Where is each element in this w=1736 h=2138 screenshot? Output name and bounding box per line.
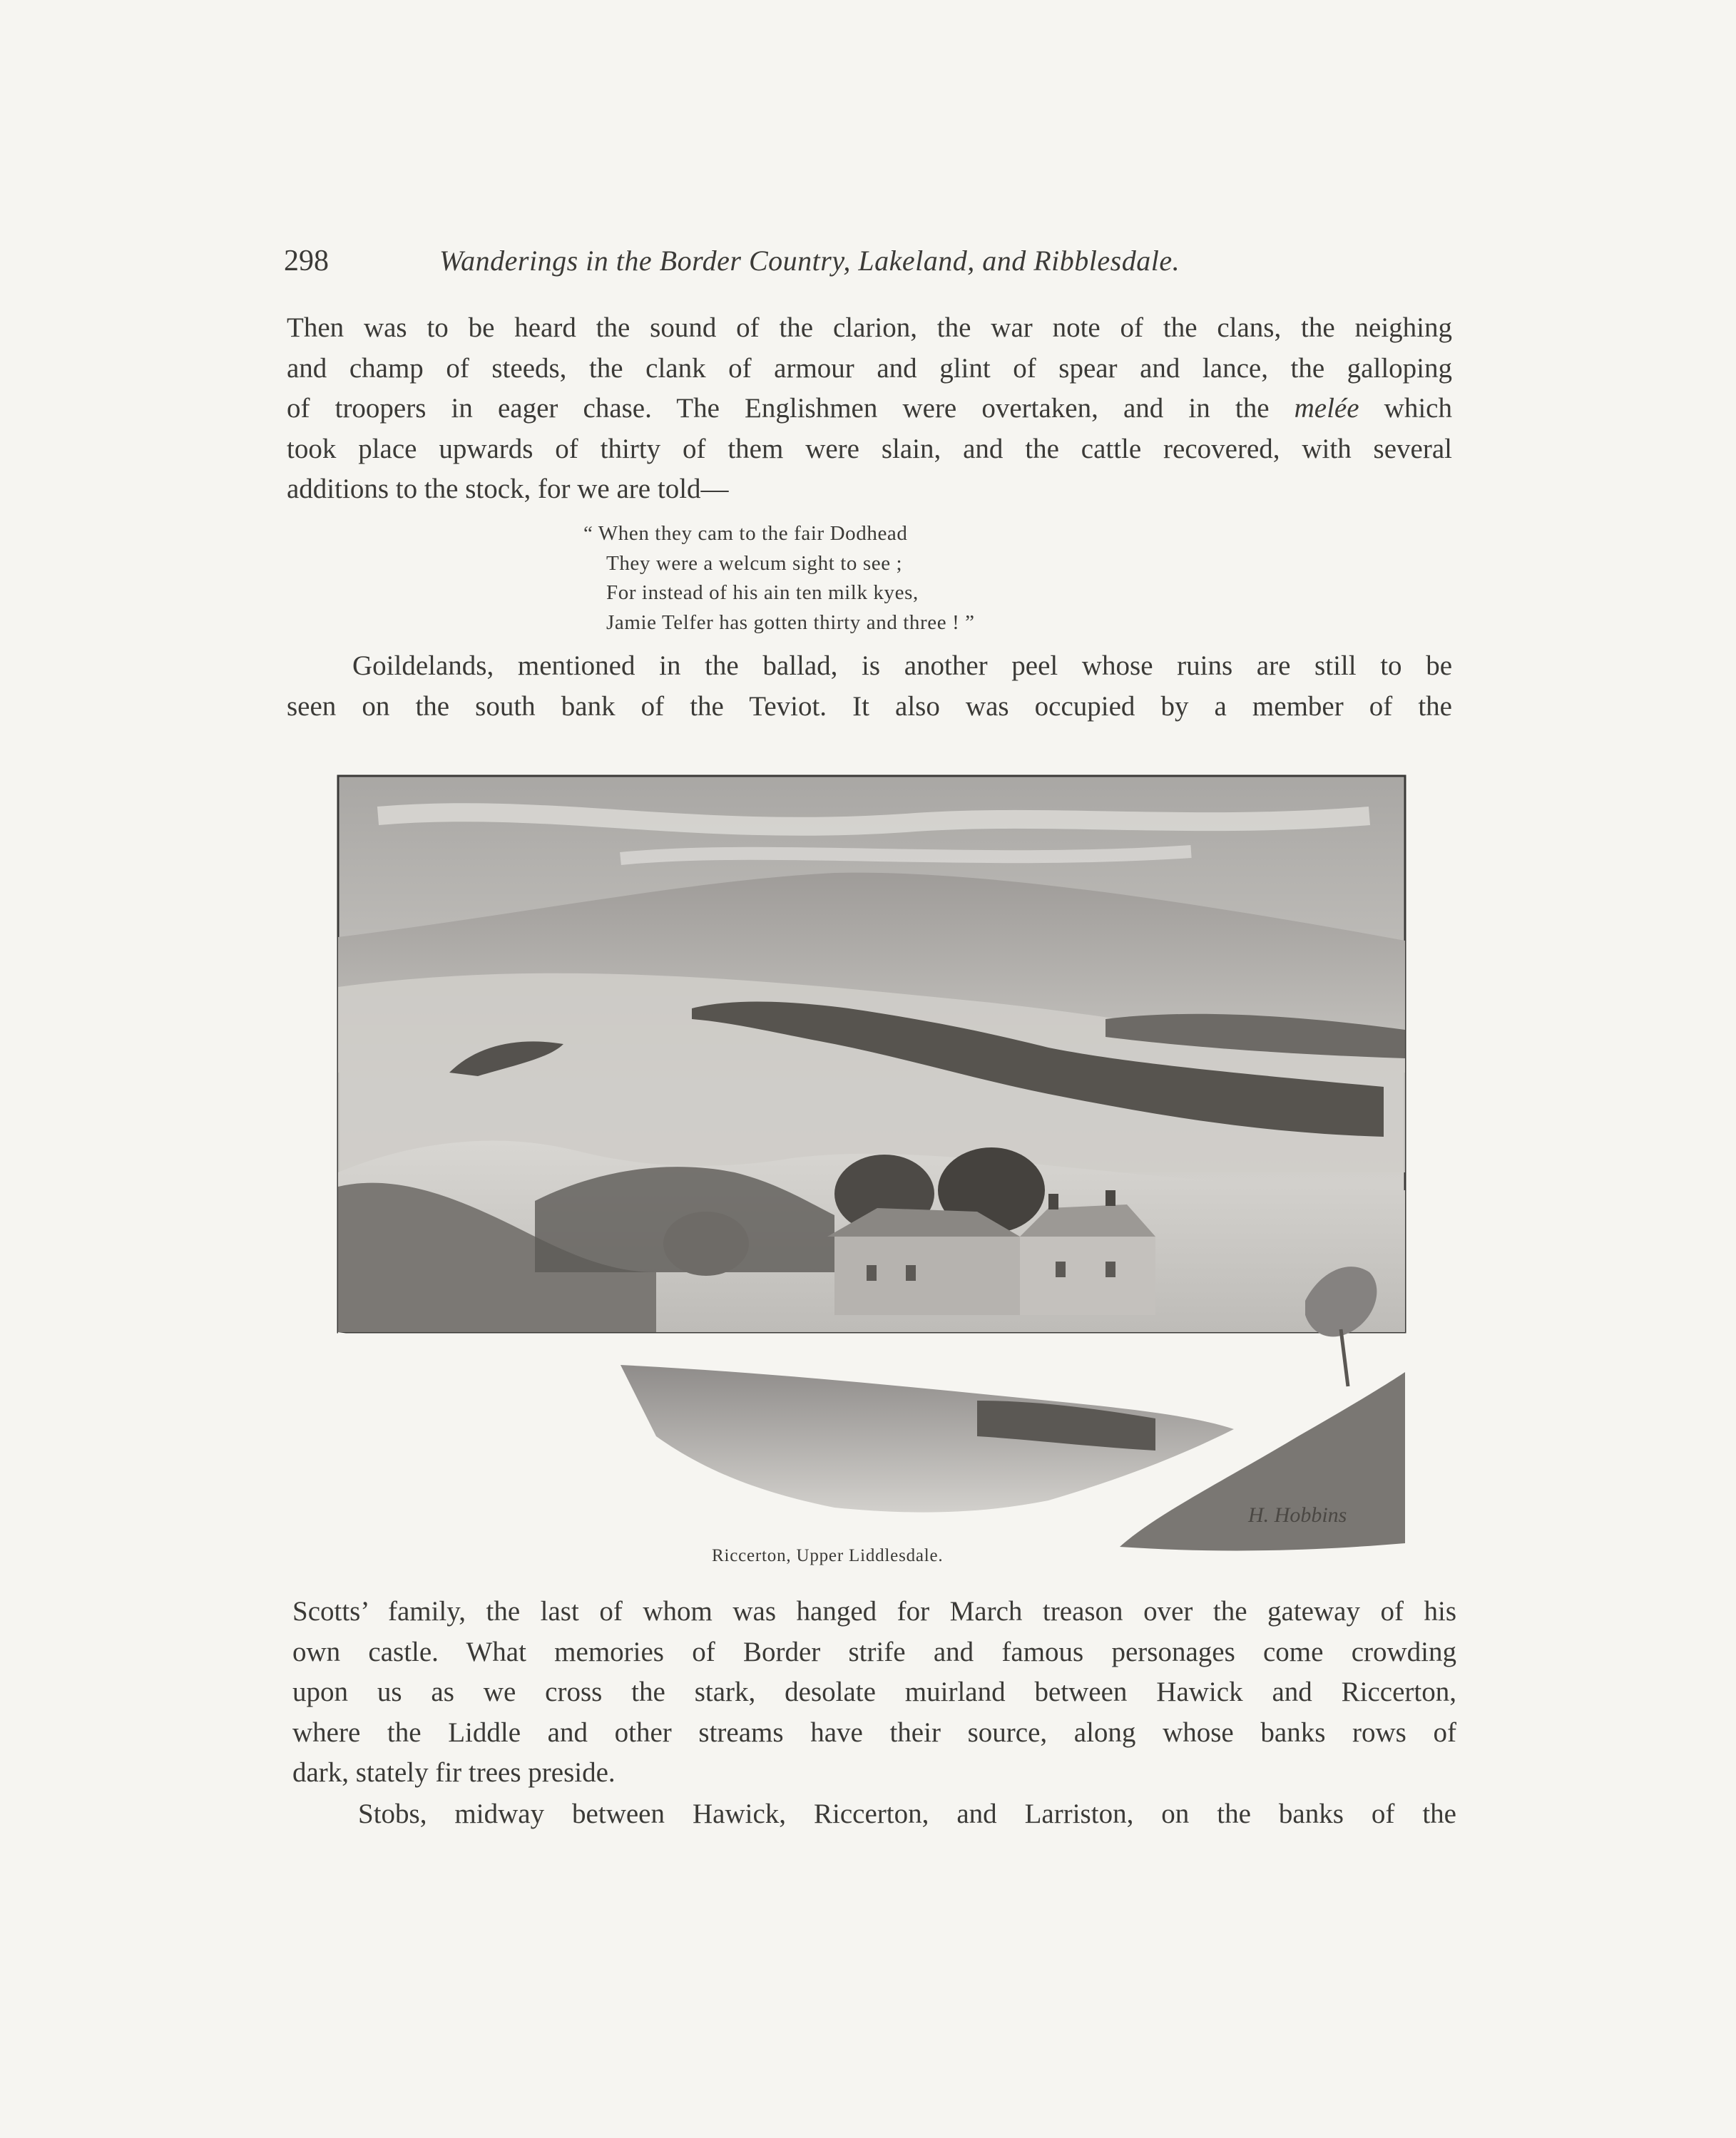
paragraph-1 (287, 308, 1452, 510)
line-text: which (1359, 393, 1452, 424)
riccerton-landscape-image (335, 773, 1408, 1565)
paragraph-line: own castle. What memories of Border strife and famous personages come crowding (292, 1636, 1456, 1667)
figure-caption: Riccerton, Upper Liddlesdale. (712, 1546, 944, 1565)
paragraph-line (287, 389, 1452, 429)
paragraph-line: upon us as we cross the stark, desolate muirland between Hawick and Riccerton, (292, 1677, 1456, 1707)
line-text: of troopers in eager chase. The Englishmen were overtaken, and in the (287, 393, 1295, 424)
paragraph-line: Stobs, midway between Hawick, Riccerton, and Larriston, on the banks of the (358, 1799, 1456, 1829)
page-number: 298 (284, 245, 329, 277)
paragraph-4 (292, 1794, 1456, 1835)
running-title: Wanderings in the Border Country, Lakeland, and Ribblesdale. (439, 245, 1180, 277)
verse-line: “ When they cam to the fair Dodhead (583, 522, 908, 545)
verse-line: Jamie Telfer has gotten thirty and three ! ” (606, 610, 975, 634)
paragraph-line: took place upwards of thirty of them were slain, and the cattle recovered, with several (287, 433, 1452, 464)
paragraph-line: where the Liddle and other streams have their source, along whose banks rows of (292, 1717, 1456, 1748)
paragraph-2 (287, 646, 1452, 727)
artist-signature: H. Hobbins (1248, 1503, 1347, 1527)
paragraph-line: Scotts’ family, the last of whom was hanged for March treason over the gateway of his (292, 1596, 1456, 1627)
verse-line: They were a welcum sight to see ; (606, 551, 903, 575)
landscape-illustration (335, 773, 1408, 1565)
verse-line: For instead of his ain ten milk kyes, (606, 581, 919, 604)
running-head (284, 244, 1300, 287)
paragraph-line: and champ of steeds, the clank of armour and glint of spear and lance, the galloping (287, 352, 1452, 384)
paragraph-line: additions to the stock, for we are told— (287, 474, 729, 504)
paragraph-line: seen on the south bank of the Teviot. It also was occupied by a member of the (287, 690, 1452, 722)
paragraph-3 (292, 1592, 1456, 1794)
paragraph-line: Goildelands, mentioned in the ballad, is another peel whose ruins are still to be (352, 650, 1452, 681)
paragraph-line: dark, stately fir trees preside. (292, 1757, 616, 1788)
paragraph-line: Then was to be heard the sound of the clarion, the war note of the clans, the neighing (287, 312, 1452, 343)
ballad-verse (583, 519, 1125, 638)
italic-word: melée (1294, 393, 1359, 424)
